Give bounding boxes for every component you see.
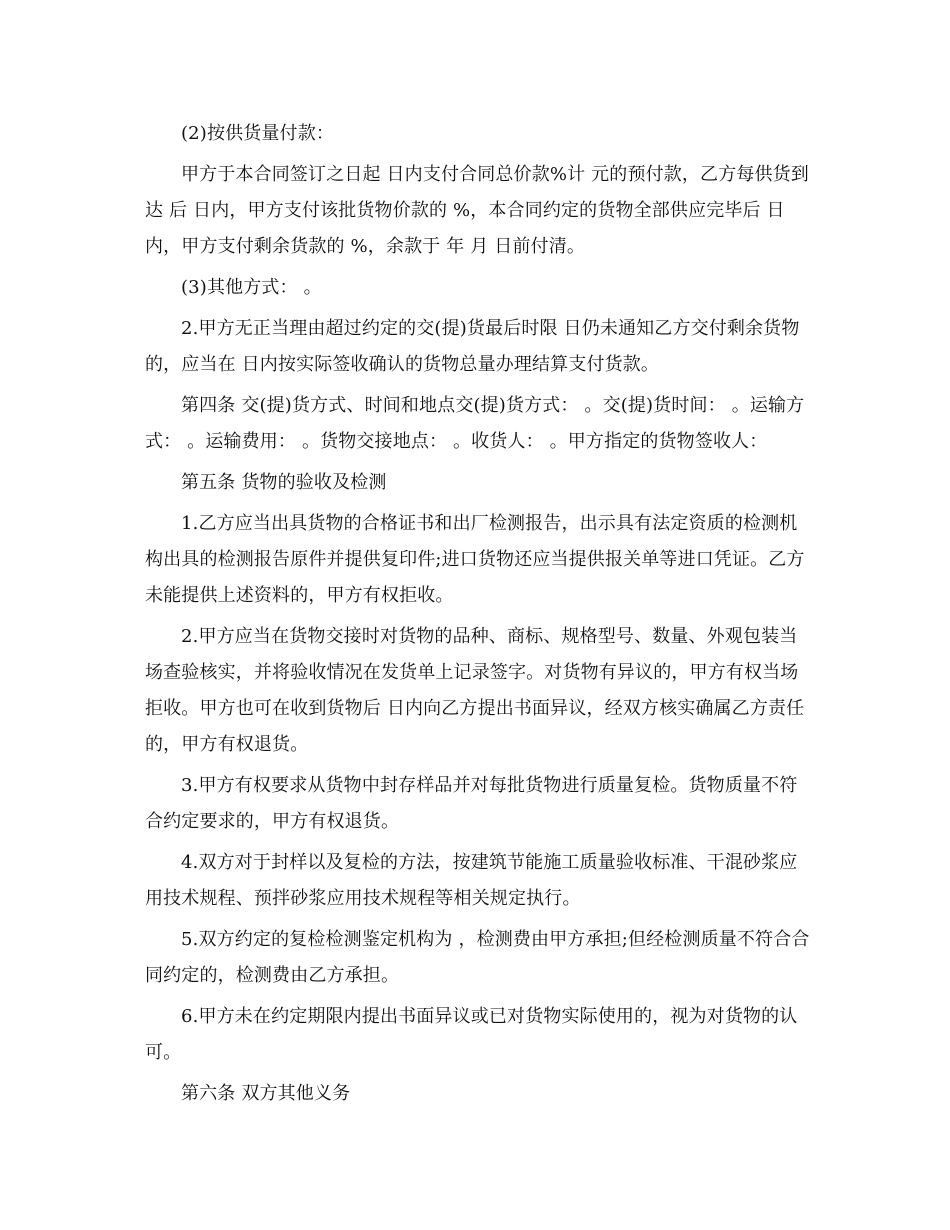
paragraph-article-5-item-3: 3.甲方有权要求从货物中封存样品并对每批货物进行质量复检。货物质量不符合约定要求的，甲方有权退货。 — [145, 775, 798, 832]
document-body — [145, 116, 810, 1117]
paragraph-article-5-item-5: 5.双方约定的复检检测鉴定机构为 ，检测费由甲方承担;但经检测质量不符合合同约定的，检测费由乙方承担。 — [145, 929, 810, 986]
heading-article-5: 第五条 货物的验收及检测 — [181, 472, 387, 493]
paragraph-overdue-settlement: 2.甲方无正当理由超过约定的交(提)货最后时限 日仍未通知乙方交付剩余货物的，应当在 日内按实际签收确认的货物总量办理结算支付货款。 — [145, 318, 800, 375]
paragraph-other-payment-method: (3)其他方式： 。 — [181, 277, 322, 298]
paragraph-article-5-item-4: 4.双方对于封样以及复检的方法，按建筑节能施工质量验收标准、干混砂浆应用技术规程、预拌砂浆应用技术规程等相关规定执行。 — [145, 852, 798, 909]
paragraph-payment-by-quantity-terms: 甲方于本合同签订之日起 日内支付合同总价款%计 元的预付款，乙方每供货到达 后 日内，甲方支付该批货物价款的 %，本合同约定的货物全部供应完毕后 日内，甲方支付剩余货款的 %，余款于 年 月 日前付清。 — [145, 164, 809, 257]
paragraph-article-5-item-2: 2.甲方应当在货物交接时对货物的品种、商标、规格型号、数量、外观包装当场查验核实，并将验收情况在发货单上记录签字。对货物有异议的，甲方有权当场拒收。甲方也可在收到货物后 日内向乙方提出书面异议，经双方核实确属乙方责任的，甲方有权退货。 — [145, 626, 805, 755]
paragraph-article-5-item-1: 1.乙方应当出具货物的合格证书和出厂检测报告，出示具有法定资质的检测机构出具的检测报告原件并提供复印件;进口货物还应当提供报关单等进口凭证。乙方未能提供上述资料的，甲方有权拒收。 — [145, 513, 805, 606]
paragraph-article-5-item-6: 6.甲方未在约定期限内提出书面异议或已对货物实际使用的，视为对货物的认可。 — [145, 1006, 798, 1063]
paragraph-payment-by-quantity-heading: (2)按供货量付款： — [181, 123, 334, 144]
heading-article-6: 第六条 双方其他义务 — [181, 1083, 351, 1104]
paragraph-article-4-delivery: 第四条 交(提)货方式、时间和地点交(提)货方式： 。交(提)货时间： 。运输方式： 。运输费用： 。货物交接地点： 。收货人： 。甲方指定的货物签收人： — [145, 395, 805, 452]
